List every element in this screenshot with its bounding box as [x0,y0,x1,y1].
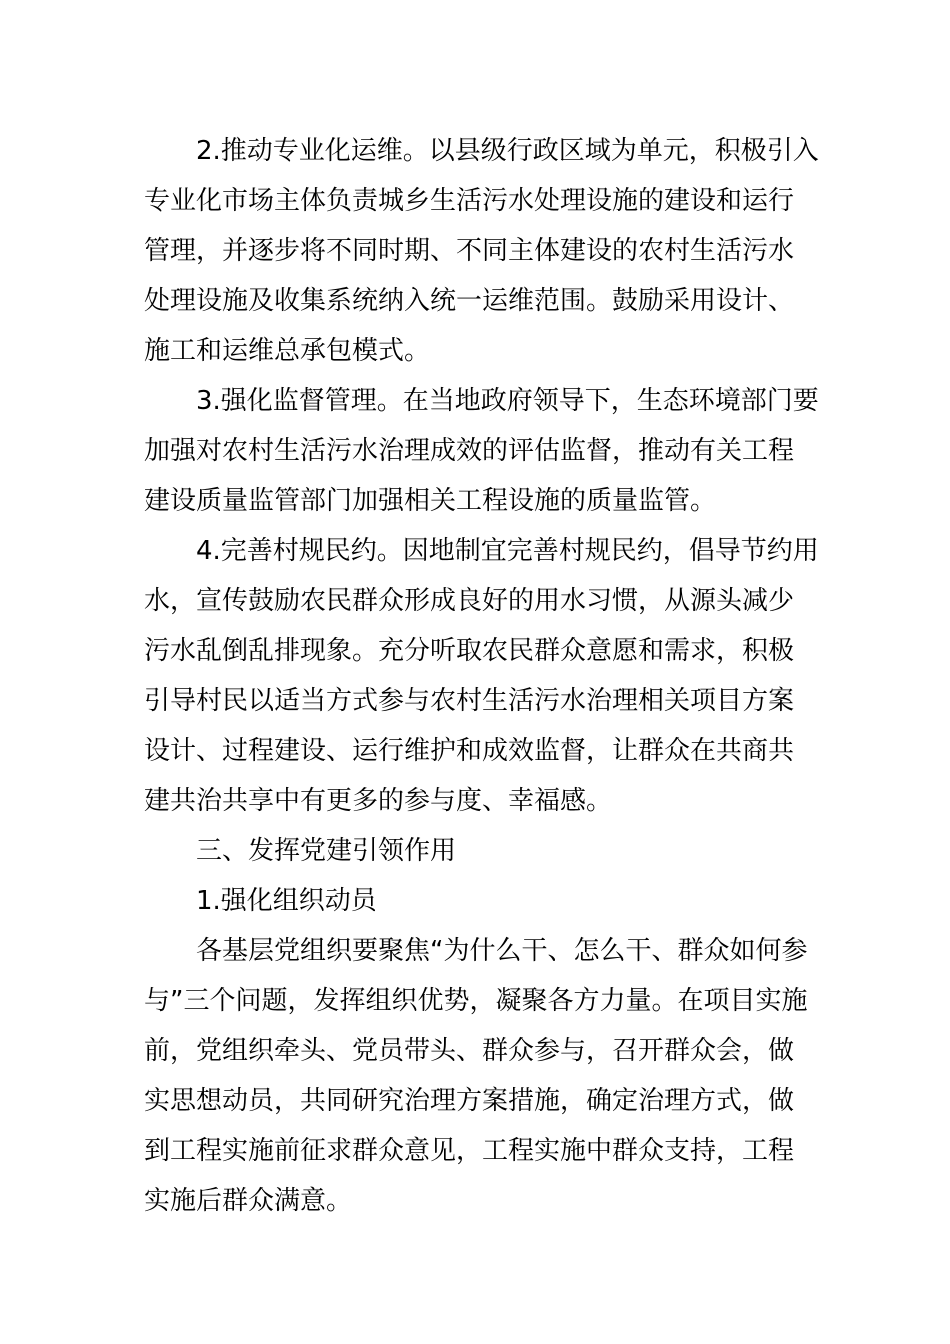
text-line: 污水乱倒乱排现象。充分听取农民群众意愿和需求，积极 [144,636,795,666]
heading-text: 1.强化组织动员 [196,886,377,916]
text-line: 实施后群众满意。 [144,1186,353,1216]
text-line: 各基层党组织要聚焦“为什么干、怎么干、群众如何参 [196,936,808,966]
subsection-heading [144,876,808,926]
text-line: 管理，并逐步将不同时期、不同主体建设的农村生活污水 [144,236,795,266]
paragraph-village-rules [144,526,819,826]
text-line: 加强对农村生活污水治理成效的评估监督，推动有关工程 [144,436,795,466]
paragraph-party-organization [144,926,808,1226]
text-line: 与”三个问题，发挥组织优势，凝聚各方力量。在项目实施 [144,986,808,1016]
document-body [144,126,819,1226]
text-line: 引导村民以适当方式参与农村生活污水治理相关项目方案 [144,686,795,716]
text-line: 建共治共享中有更多的参与度、幸福感。 [144,786,613,816]
text-line: 施工和运维总承包模式。 [144,336,431,366]
paragraph-professional-operation [144,126,819,376]
text-line: 专业化市场主体负责城乡生活污水处理设施的建设和运行 [144,186,795,216]
text-line: 4.完善村规民约。因地制宜完善村规民约，倡导节约用 [196,536,819,566]
text-line: 处理设施及收集系统纳入统一运维范围。鼓励采用设计、 [144,286,795,316]
section-heading [144,826,808,876]
text-line: 设计、过程建设、运行维护和成效监督，让群众在共商共 [144,736,795,766]
text-line: 到工程实施前征求群众意见，工程实施中群众支持，工程 [144,1136,795,1166]
text-line: 水，宣传鼓励农民群众形成良好的用水习惯，从源头减少 [144,586,795,616]
text-line: 3.强化监督管理。在当地政府领导下，生态环境部门要 [196,386,819,416]
paragraph-supervision [144,376,819,526]
text-line: 实思想动员，共同研究治理方案措施，确定治理方式，做 [144,1086,795,1116]
text-line: 前，党组织牵头、党员带头、群众参与，召开群众会，做 [144,1036,795,1066]
text-line: 2.推动专业化运维。以县级行政区域为单元，积极引入 [196,136,819,166]
text-line: 建设质量监管部门加强相关工程设施的质量监管。 [144,486,717,516]
heading-text: 三、发挥党建引领作用 [196,836,457,866]
